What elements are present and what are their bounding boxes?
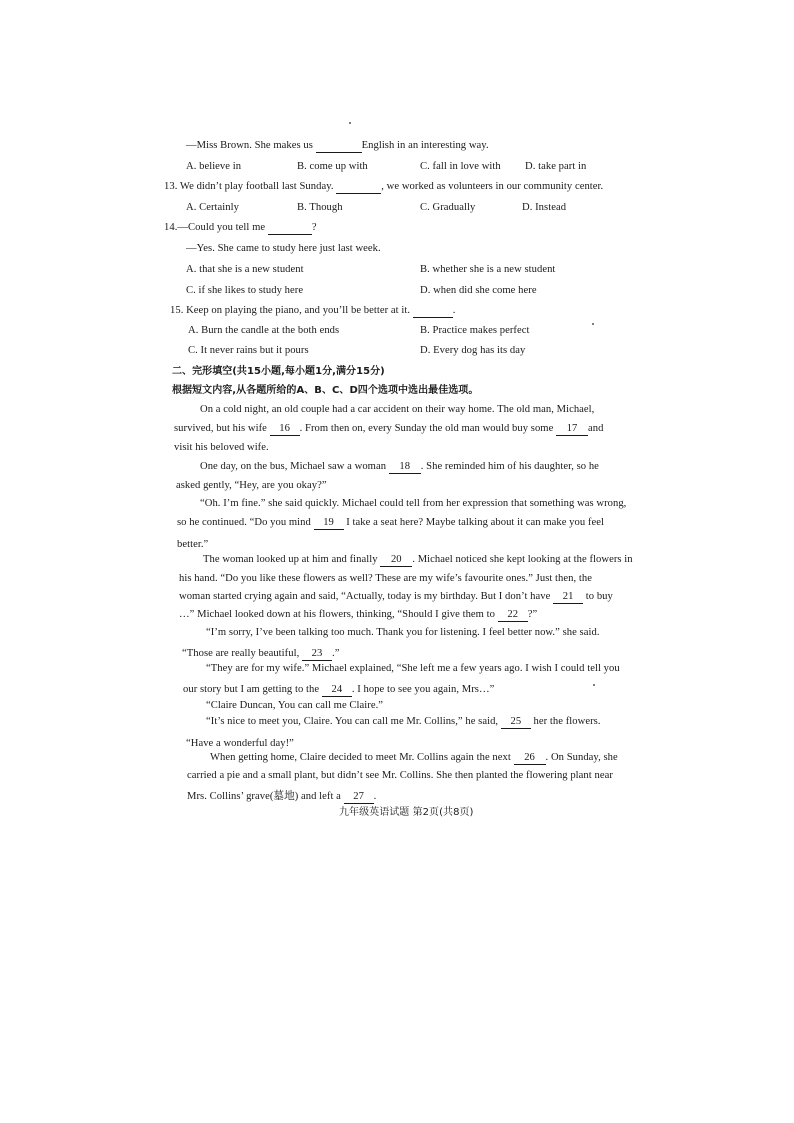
passage-line: “Those are really beautiful, 23 .” <box>182 648 340 659</box>
q13-option-d: D. Instead <box>522 202 567 213</box>
cloze-blank-19: 19 <box>314 517 344 530</box>
prev-question-dialog: —Miss Brown. She makes us English in an interesting way. <box>186 140 489 151</box>
passage-line: woman started crying again and said, “Actually, today is my birthday. But I don’t have 21 to buy <box>179 591 613 602</box>
section-2-instruction: 根据短文内容,从各题所给的A、B、C、D四个选项中选出最佳选项。 <box>172 385 479 396</box>
page-footer: 九年级英语试题 第2页(共8页) <box>339 807 474 818</box>
passage-line: “It’s nice to meet you, Claire. You can call me Mr. Collins,” he said, 25 her the flowers. <box>206 716 601 727</box>
cloze-blank-25: 25 <box>501 716 531 729</box>
passage-line: “Claire Duncan, You can call me Claire.” <box>206 700 384 711</box>
q14-option-b: B. whether she is a new student <box>420 264 556 275</box>
prev-option-b: B. come up with <box>297 161 368 172</box>
passage-line: visit his beloved wife. <box>174 442 269 453</box>
scan-speck <box>592 323 594 325</box>
q14-reply: —Yes. She came to study here just last week. <box>186 243 381 254</box>
cloze-blank-26: 26 <box>514 752 546 765</box>
passage-line: “I’m sorry, I’ve been talking too much. Thank you for listening. I feel better now.” she said. <box>206 627 600 638</box>
q15-option-b: B. Practice makes perfect <box>420 325 530 336</box>
passage-line: “Have a wonderful day!” <box>186 738 294 749</box>
scan-speck <box>349 122 351 124</box>
cloze-blank-21: 21 <box>553 591 583 604</box>
q14-option-a: A. that she is a new student <box>186 264 304 275</box>
cloze-blank-16: 16 <box>270 423 300 436</box>
q15-option-c: C. It never rains but it pours <box>188 345 309 356</box>
question-13-stem: 13. We didn’t play football last Sunday. , we worked as volunteers in our community center. <box>164 181 604 192</box>
cloze-blank-27: 27 <box>344 791 374 804</box>
passage-line: so he continued. “Do you mind 19 I take a seat here? Maybe talking about it can make you feel <box>177 517 604 528</box>
answer-blank <box>316 140 362 153</box>
passage-line: “Oh. I’m fine.” she said quickly. Michael could tell from her expression that something was wrong, <box>200 498 627 509</box>
q14-option-c: C. if she likes to study here <box>186 285 304 296</box>
passage-line: “They are for my wife.” Michael explained, “She left me a few years ago. I wish I could tell you <box>206 663 620 674</box>
cloze-blank-23: 23 <box>302 648 332 661</box>
q13-option-b: B. Though <box>297 202 343 213</box>
q13-option-c: C. Gradually <box>420 202 476 213</box>
passage-line: survived, but his wife 16 . From then on, every Sunday the old man would buy some 17 and <box>174 423 604 434</box>
passage-line: our story but I am getting to the 24 . I hope to see you again, Mrs…” <box>183 684 495 695</box>
prev-option-a: A. believe in <box>186 161 242 172</box>
passage-line: The woman looked up at him and finally 20 . Michael noticed she kept looking at the flowers in <box>203 554 633 565</box>
q13-option-a: A. Certainly <box>186 202 239 213</box>
prev-option-d: D. take part in <box>525 161 587 172</box>
q14-option-d: D. when did she come here <box>420 285 537 296</box>
passage-line: better.” <box>177 539 209 550</box>
passage-line: On a cold night, an old couple had a car accident on their way home. The old man, Michael, <box>200 404 595 415</box>
cloze-blank-17: 17 <box>556 423 588 436</box>
answer-blank <box>413 305 453 318</box>
q15-option-a: A. Burn the candle at the both ends <box>188 325 340 336</box>
passage-line: …” Michael looked down at his flowers, thinking, “Should I give them to 22 ?” <box>179 609 538 620</box>
passage-line: One day, on the bus, Michael saw a woman 18 . She reminded him of his daughter, so he <box>200 461 599 472</box>
answer-blank <box>336 181 381 194</box>
q15-option-d: D. Every dog has its day <box>420 345 526 356</box>
answer-blank <box>268 222 312 235</box>
cloze-blank-20: 20 <box>380 554 412 567</box>
question-15-stem: 15. Keep on playing the piano, and you’ll be better at it. . <box>170 305 456 316</box>
question-14-stem: 14.—Could you tell me ? <box>164 222 317 233</box>
section-2-heading: 二、完形填空(共15小题,每小题1分,满分15分) <box>172 366 385 377</box>
passage-line: asked gently, “Hey, are you okay?” <box>176 480 327 491</box>
prev-option-c: C. fall in love with <box>420 161 501 172</box>
scan-speck <box>593 684 595 686</box>
cloze-blank-18: 18 <box>389 461 421 474</box>
passage-line: carried a pie and a small plant, but didn’t see Mr. Collins. She then planted the flowering plant near <box>187 770 613 781</box>
passage-line: Mrs. Collins’ grave(墓地) and left a 27 . <box>187 791 377 802</box>
passage-line: When getting home, Claire decided to meet Mr. Collins again the next 26 . On Sunday, she <box>210 752 618 763</box>
passage-line: his hand. “Do you like these flowers as well? These are my wife’s favourite ones.” Just then, the <box>179 573 592 584</box>
cloze-blank-24: 24 <box>322 684 352 697</box>
cloze-blank-22: 22 <box>498 609 528 622</box>
